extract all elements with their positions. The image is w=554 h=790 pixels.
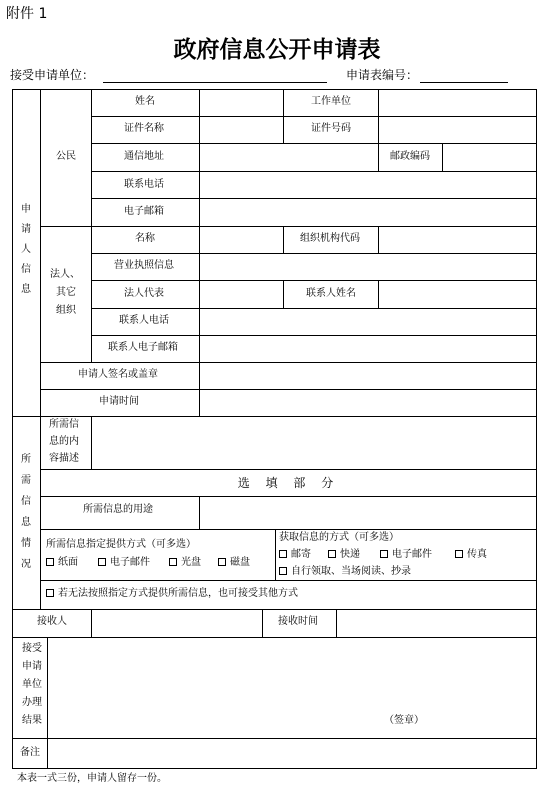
purpose-field[interactable] <box>200 497 536 529</box>
obtain-option-express[interactable]: 快递 <box>328 550 360 560</box>
id-number-label: 证件号码 <box>311 123 351 134</box>
receiving-unit-field[interactable] <box>103 82 327 83</box>
postcode-field[interactable] <box>443 144 536 171</box>
org-name-field[interactable] <box>200 227 283 253</box>
obtain-method-title: 获取信息的方式（可多选） <box>279 532 399 543</box>
content-desc-line1: 所需信 <box>49 419 79 430</box>
provide-option-email[interactable]: 电子邮件 <box>98 558 150 568</box>
org-code-label: 组织机构代码 <box>300 233 360 244</box>
contact-email-field[interactable] <box>200 336 536 362</box>
content-desc-field[interactable] <box>92 417 536 469</box>
phone-label: 联系电话 <box>124 179 164 190</box>
contact-phone-label: 联系人电话 <box>119 315 169 326</box>
form-number-label: 申请表编号： <box>346 68 419 82</box>
result-label: 接受 申请 单位 办理 结果 <box>22 643 42 726</box>
address-label: 通信地址 <box>124 151 164 162</box>
provide-option-disk[interactable]: 磁盘 <box>218 558 250 568</box>
apply-time-field[interactable] <box>200 390 536 416</box>
form-number-field[interactable] <box>420 82 508 83</box>
license-field[interactable] <box>200 254 536 280</box>
name-label: 姓名 <box>135 96 155 107</box>
seal-label: （签章） <box>384 715 424 726</box>
legal-label-line2: 其它 <box>56 287 76 298</box>
obtain-option-fax[interactable]: 传真 <box>455 550 487 560</box>
id-name-field[interactable] <box>200 117 283 143</box>
phone-field[interactable] <box>200 172 536 198</box>
receiver-label: 接收人 <box>37 616 67 627</box>
optional-section-label: 选 填 部 分 <box>237 476 340 490</box>
applicant-info-label: 申 请 人 信 息 <box>21 204 31 295</box>
receive-time-label: 接收时间 <box>278 616 318 627</box>
contact-name-field[interactable] <box>379 281 536 308</box>
remark-label: 备注 <box>20 747 40 758</box>
signature-field[interactable] <box>200 363 536 389</box>
obtain-option-mail[interactable]: 邮寄 <box>279 550 311 560</box>
form-title: 政府信息公开申请表 <box>173 36 381 63</box>
work-unit-label: 工作单位 <box>311 96 351 107</box>
receiving-unit-label: 接受申请单位： <box>10 68 95 82</box>
attachment-label: 附件 1 <box>6 6 48 22</box>
checkbox[interactable] <box>279 567 287 575</box>
checkbox[interactable] <box>328 550 336 558</box>
name-field[interactable] <box>200 90 283 116</box>
remark-field[interactable] <box>48 739 536 768</box>
checkbox[interactable] <box>218 558 226 566</box>
checkbox[interactable] <box>46 589 54 597</box>
provide-option-paper[interactable]: 纸面 <box>46 558 78 568</box>
provide-method-title: 所需信息指定提供方式（可多选） <box>46 539 196 550</box>
contact-name-label: 联系人姓名 <box>306 288 356 299</box>
work-unit-field[interactable] <box>379 90 536 116</box>
legal-rep-field[interactable] <box>200 281 283 308</box>
org-code-field[interactable] <box>379 227 536 253</box>
email-field[interactable] <box>200 199 536 226</box>
content-desc-line2: 息的内 <box>49 436 79 447</box>
receive-time-field[interactable] <box>337 610 536 637</box>
signature-label: 申请人签名或盖章 <box>78 369 158 380</box>
legal-rep-label: 法人代表 <box>124 288 164 299</box>
provide-option-cd[interactable]: 光盘 <box>169 558 201 568</box>
footnote: 本表一式三份，申请人留存一份。 <box>17 773 167 784</box>
license-label: 营业执照信息 <box>114 260 174 271</box>
checkbox[interactable] <box>380 550 388 558</box>
checkbox[interactable] <box>455 550 463 558</box>
checkbox[interactable] <box>46 558 54 566</box>
legal-label-line1: 法人、 <box>50 269 80 280</box>
org-name-label: 名称 <box>135 233 155 244</box>
fallback-option[interactable]: 若无法按照指定方式提供所需信息，也可接受其他方式 <box>46 589 298 599</box>
obtain-option-email[interactable]: 电子邮件 <box>380 550 432 560</box>
apply-time-label: 申请时间 <box>99 396 139 407</box>
purpose-label: 所需信息的用途 <box>83 504 153 515</box>
address-field[interactable] <box>200 144 378 171</box>
receiver-field[interactable] <box>92 610 262 637</box>
id-name-label: 证件名称 <box>124 123 164 134</box>
id-number-field[interactable] <box>379 117 536 143</box>
content-desc-line3: 容描述 <box>49 453 79 464</box>
contact-phone-field[interactable] <box>200 309 536 335</box>
contact-email-label: 联系人电子邮箱 <box>108 342 178 353</box>
citizen-label: 公民 <box>56 151 76 162</box>
postcode-label: 邮政编码 <box>390 151 430 162</box>
result-field[interactable] <box>48 638 536 738</box>
checkbox[interactable] <box>279 550 287 558</box>
obtain-option-self[interactable]: 自行领取、当场阅读、抄录 <box>279 567 411 577</box>
legal-label-line3: 组织 <box>56 305 76 316</box>
info-situation-label: 所 需 信 息 情 况 <box>21 454 31 570</box>
checkbox[interactable] <box>169 558 177 566</box>
checkbox[interactable] <box>98 558 106 566</box>
email-label: 电子邮箱 <box>124 206 164 217</box>
